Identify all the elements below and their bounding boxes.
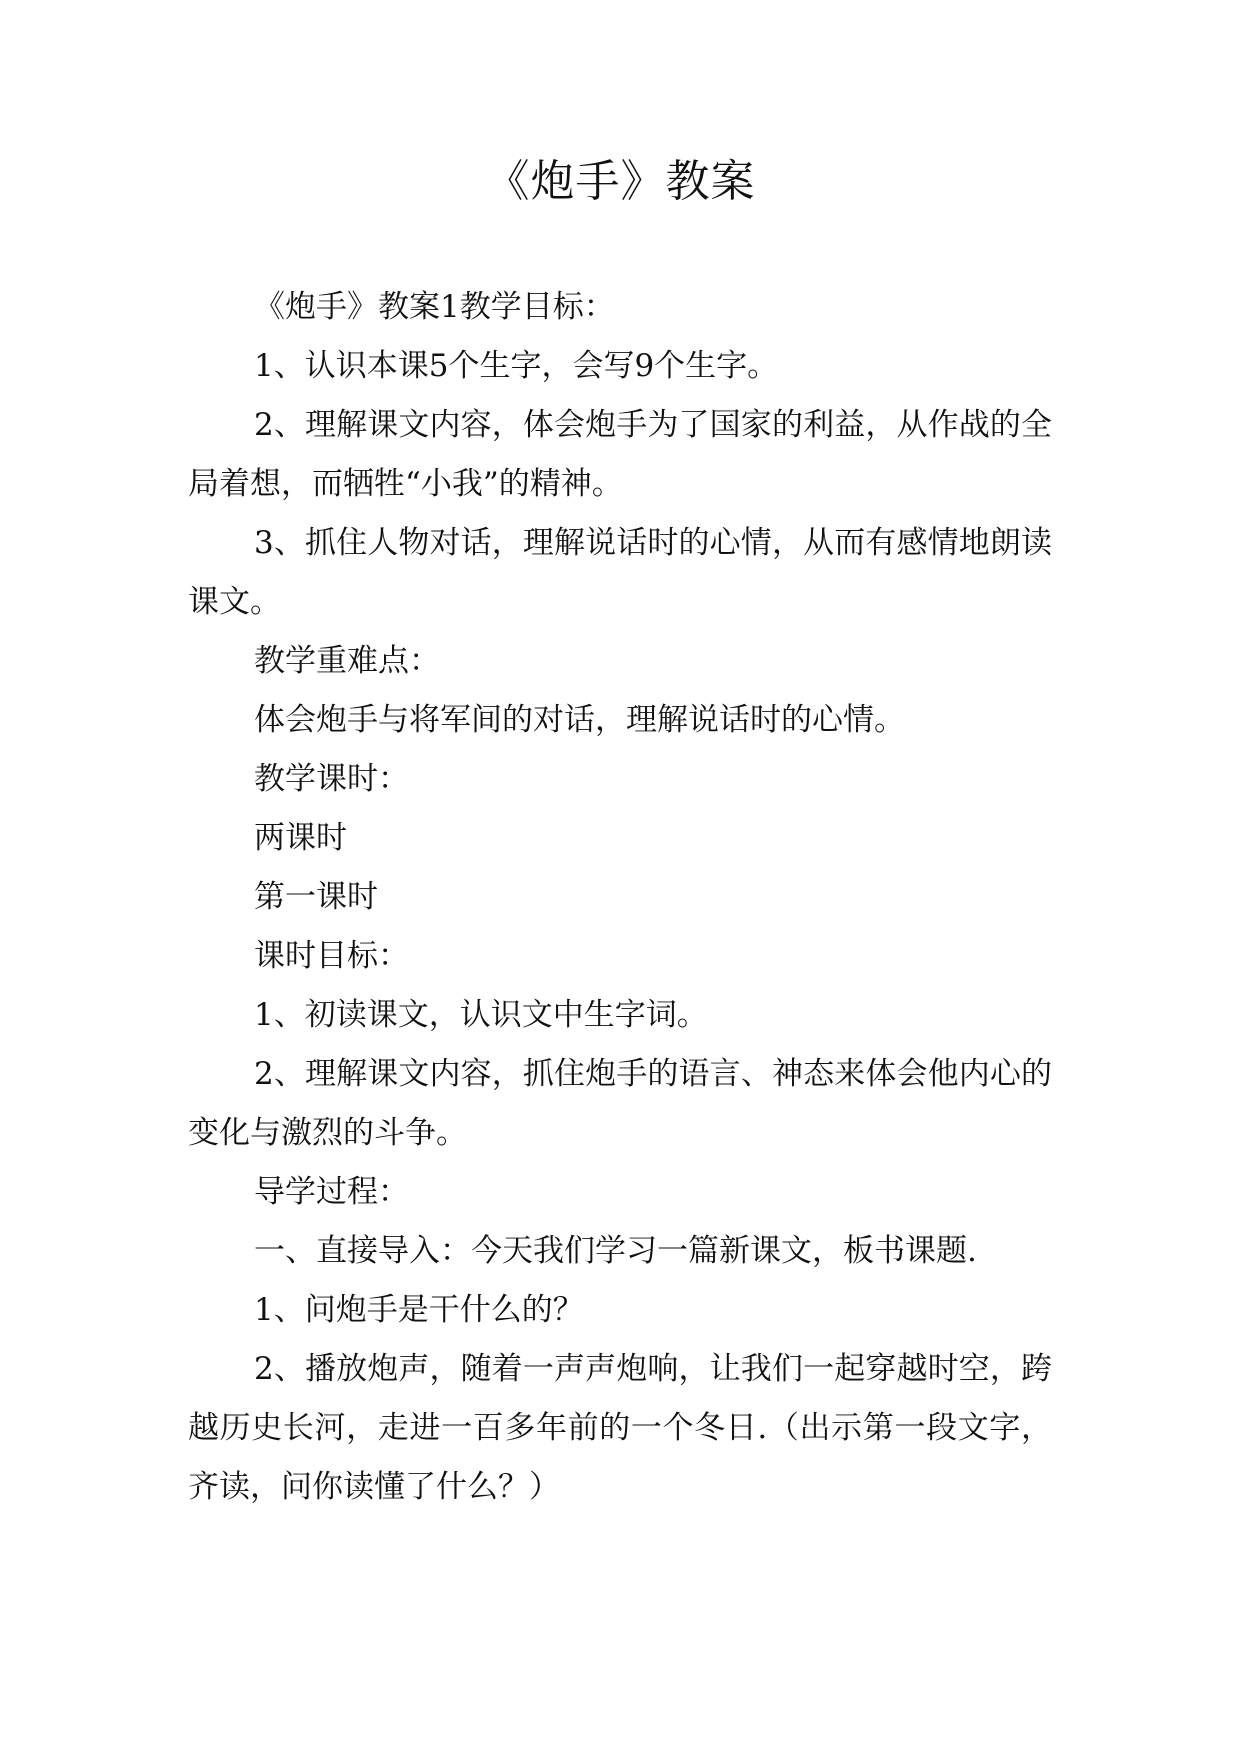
paragraph: 《炮手》教案1教学目标： (254, 289, 615, 325)
paragraph: 2、理解课文内容，抓住炮手的语言、神态来体会他内心的变化与激烈的斗争。 (188, 1056, 1052, 1151)
paragraph: 教学课时： (254, 761, 409, 797)
paragraph: 导学过程： (254, 1174, 409, 1210)
paragraph: 教学重难点： (254, 643, 440, 679)
document-body (188, 278, 1052, 1517)
paragraph: 2、理解课文内容，体会炮手为了国家的利益，从作战的全局着想，而牺牲“小我”的精神。 (188, 407, 1052, 502)
paragraph: 一、直接导入：今天我们学习一篇新课文，板书课题. (254, 1233, 977, 1269)
paragraph: 1、问炮手是干什么的？ (254, 1292, 584, 1328)
paragraph: 3、抓住人物对话，理解说话时的心情，从而有感情地朗读课文。 (188, 525, 1052, 620)
paragraph: 两课时 (254, 820, 347, 856)
paragraph: 体会炮手与将军间的对话，理解说话时的心情。 (254, 702, 905, 738)
paragraph: 课时目标： (254, 938, 409, 974)
paragraph: 2、播放炮声，随着一声声炮响，让我们一起穿越时空，跨越历史长河，走进一百多年前的一个冬日.（出示第一段文字，齐读，问你读懂了什么？） (188, 1351, 1052, 1505)
paragraph: 1、初读课文，认识文中生字词。 (254, 997, 708, 1033)
paragraph: 第一课时 (254, 879, 378, 915)
paragraph: 1、认识本课5个生字，会写9个生字。 (254, 348, 779, 384)
document-title: 《炮手》教案 (485, 156, 756, 207)
